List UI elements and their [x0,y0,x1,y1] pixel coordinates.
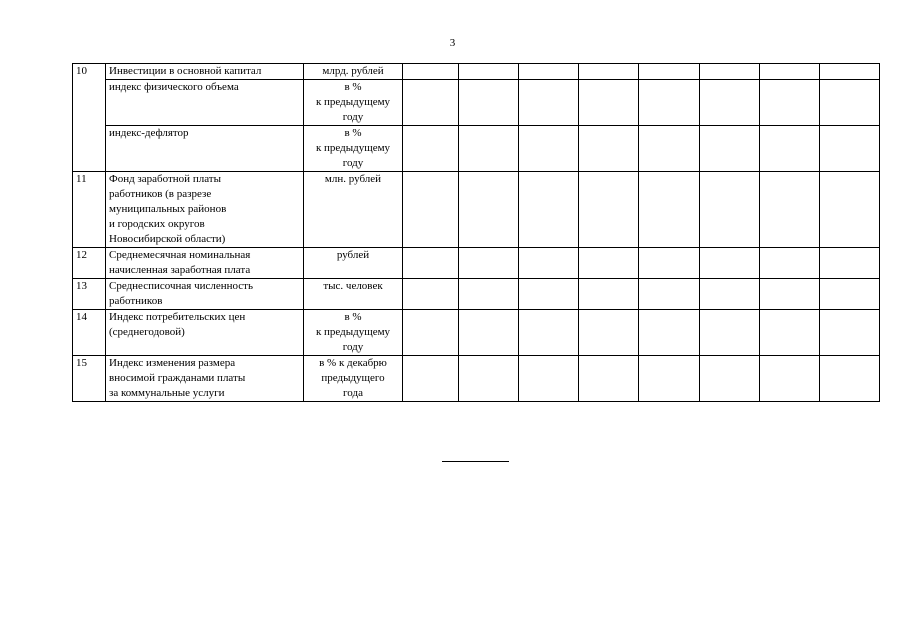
indicator-name: Среднемесячная номинальная начисленная заработная плата [106,248,304,279]
row-number: 13 [73,279,106,310]
value-cell[interactable] [459,64,519,80]
table-row [73,310,880,356]
indicator-name: Среднесписочная численность работников [106,279,304,310]
unit-of-measure: в % к декабрю предыдущего года [304,356,403,402]
value-cell[interactable] [700,172,760,248]
value-cell[interactable] [820,172,880,248]
footer-divider [442,461,509,462]
value-cell[interactable] [760,310,820,356]
indicator-name: Индекс потребительских цен (среднегодовой) [106,310,304,356]
value-cell[interactable] [760,279,820,310]
unit-of-measure: в % к предыдущему году [304,310,403,356]
value-cell[interactable] [700,64,760,80]
value-cell[interactable] [700,310,760,356]
value-cell[interactable] [820,80,880,126]
row-number: 15 [73,356,106,402]
value-cell[interactable] [639,80,700,126]
value-cell[interactable] [579,64,639,80]
value-cell[interactable] [459,356,519,402]
value-cell[interactable] [579,310,639,356]
value-cell[interactable] [760,64,820,80]
row-number: 14 [73,310,106,356]
value-cell[interactable] [403,64,459,80]
value-cell[interactable] [579,126,639,172]
value-cell[interactable] [760,172,820,248]
row-number: 11 [73,172,106,248]
value-cell[interactable] [403,248,459,279]
value-cell[interactable] [459,310,519,356]
value-cell[interactable] [700,279,760,310]
unit-of-measure: в % к предыдущему году [304,126,403,172]
value-cell[interactable] [760,126,820,172]
value-cell[interactable] [403,279,459,310]
table-row [73,172,880,248]
value-cell[interactable] [519,279,579,310]
value-cell[interactable] [639,172,700,248]
table-row [73,80,880,126]
unit-of-measure: в % к предыдущему году [304,80,403,126]
value-cell[interactable] [639,248,700,279]
value-cell[interactable] [700,356,760,402]
indicator-name: индекс физического объема [106,80,304,126]
value-cell[interactable] [403,80,459,126]
value-cell[interactable] [639,126,700,172]
value-cell[interactable] [579,172,639,248]
indicator-name: Инвестиции в основной капитал [106,64,304,80]
value-cell[interactable] [639,310,700,356]
value-cell[interactable] [519,80,579,126]
table-row [73,356,880,402]
value-cell[interactable] [519,126,579,172]
value-cell[interactable] [459,80,519,126]
indicator-name: Фонд заработной платы работников (в разрезе муниципальных районов и городских округов Новосибирской области) [106,172,304,248]
value-cell[interactable] [820,310,880,356]
value-cell[interactable] [519,310,579,356]
value-cell[interactable] [403,172,459,248]
value-cell[interactable] [459,279,519,310]
value-cell[interactable] [403,126,459,172]
value-cell[interactable] [459,172,519,248]
value-cell[interactable] [760,356,820,402]
value-cell[interactable] [519,356,579,402]
value-cell[interactable] [403,310,459,356]
table-row [73,126,880,172]
indicator-name: Индекс изменения размера вносимой гражданами платы за коммунальные услуги [106,356,304,402]
value-cell[interactable] [820,279,880,310]
value-cell[interactable] [820,248,880,279]
value-cell[interactable] [579,279,639,310]
unit-of-measure: млн. рублей [304,172,403,248]
page-number: 3 [449,37,456,49]
indicator-name: индекс-дефлятор [106,126,304,172]
table-row [73,279,880,310]
value-cell[interactable] [519,172,579,248]
value-cell[interactable] [459,248,519,279]
unit-of-measure: тыс. человек [304,279,403,310]
value-cell[interactable] [700,80,760,126]
value-cell[interactable] [459,126,519,172]
value-cell[interactable] [700,248,760,279]
value-cell[interactable] [579,80,639,126]
value-cell[interactable] [820,356,880,402]
value-cell[interactable] [519,64,579,80]
value-cell[interactable] [579,356,639,402]
unit-of-measure: рублей [304,248,403,279]
value-cell[interactable] [403,356,459,402]
value-cell[interactable] [760,248,820,279]
table-row [73,248,880,279]
value-cell[interactable] [760,80,820,126]
value-cell[interactable] [639,356,700,402]
value-cell[interactable] [639,279,700,310]
value-cell[interactable] [820,64,880,80]
table-row [73,64,880,80]
value-cell[interactable] [820,126,880,172]
value-cell[interactable] [579,248,639,279]
row-number: 12 [73,248,106,279]
indicators-table [72,63,880,402]
value-cell[interactable] [700,126,760,172]
row-number: 10 [73,64,106,172]
value-cell[interactable] [639,64,700,80]
value-cell[interactable] [519,248,579,279]
unit-of-measure: млрд. рублей [304,64,403,80]
